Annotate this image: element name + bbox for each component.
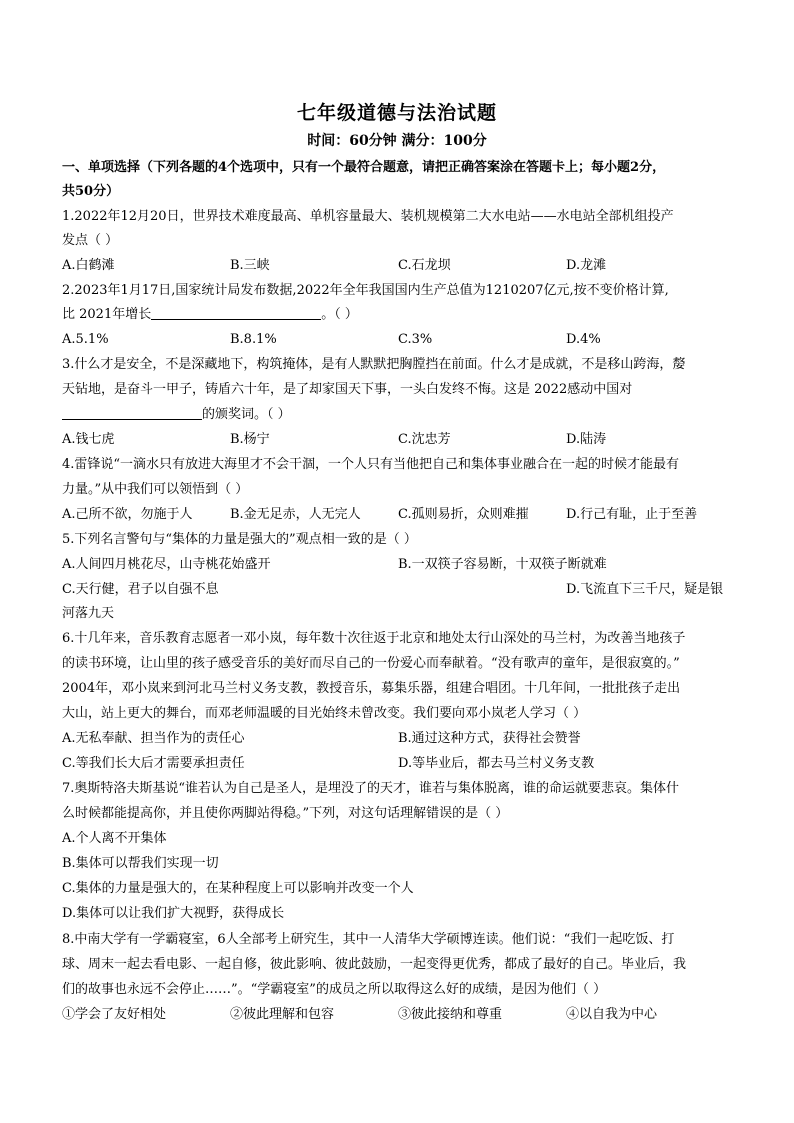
question-3-line1: 3.什么才是安全，不是深藏地下，构筑掩体，是有人默默把胸膛挡在前面。什么才是成就，不是移山跨海，嫠 — [62, 357, 686, 372]
question-6-line4: 大山，站上更大的舞台，而邓老师温暖的目光始终未曾改变。我们要向邓小岚老人学习（ ） — [62, 706, 587, 721]
question-4-option-b: B.金无足赤，人无完人 — [230, 507, 361, 522]
question-2-line2-text: 比 2021年增长 — [62, 307, 152, 322]
question-7-option-d: D.集体可以让我们扩大视野，获得成长 — [62, 906, 285, 921]
question-7-option-b: B.集体可以帮我们实现一切 — [62, 856, 219, 871]
question-3-line2: 天钻地，是奋斗一甲子，铸盾六十年，是了却家国天下事，一头白发终不悔。这是 2022感动中国对 — [62, 382, 633, 397]
question-4-option-d: D.行己有耻，止于至善 — [566, 507, 698, 522]
question-5-option-a: A.人间四月桃花尽，山寺桃花始盛开 — [62, 557, 271, 572]
question-8-line3: 们的故事也永远不会停止……”。“学霸寝室”的成员之所以取得这么好的成绩，是因为他们（ ） — [62, 982, 607, 997]
exam-title: 七年级道德与法治试题 — [296, 102, 497, 124]
question-4-line1: 4.雷锋说“一滴水只有放进大海里才不会干涸，一个人只有当他把自己和集体事业融合在一起的时候才能最有 — [62, 457, 680, 472]
question-6-option-b: B.通过这种方式，获得社会赞誉 — [398, 731, 581, 746]
question-2-option-b: B.8.1% — [230, 332, 277, 347]
question-8-option-4: ④以自我为中心 — [566, 1007, 658, 1022]
question-5-line1: 5.下列名言警句与“集体的力量是强大的”观点相一致的是（ ） — [62, 532, 417, 547]
answer-blank — [62, 405, 202, 420]
question-5-option-d-continued: 河落九天 — [62, 606, 115, 621]
question-3-option-c: C.沈忠芳 — [398, 432, 451, 447]
question-5-option-d: D.飞流直下三千尺，疑是银 — [566, 582, 724, 597]
question-4-line2: 力量。”从中我们可以领悟到（ ） — [62, 482, 249, 497]
question-5-option-c: C.天行健，君子以自强不息 — [62, 582, 219, 597]
question-6-option-a: A.无私奉献、担当作为的责任心 — [62, 731, 245, 746]
question-8-option-2: ②彼此理解和包容 — [230, 1007, 335, 1022]
question-7-line2: 么时候都能提高你，并且使你两脚站得稳。”下列，对这句话理解错误的是（ ） — [62, 806, 509, 821]
question-6-line3: 2004年，邓小岚来到河北马兰村义务支教，教授音乐，募集乐器，组建合唱团。十几年间，一批批孩子走出 — [62, 681, 681, 696]
question-8-option-3: ③彼此接纳和尊重 — [398, 1007, 503, 1022]
exam-subtitle: 时间：60分钟 满分：100分 — [307, 133, 487, 149]
section-heading-line1: 一、单项选择（下列各题的4个选项中，只有一个最符合题意，请把正确答案涂在答题卡上；每小题2分， — [62, 160, 666, 175]
question-3-option-b: B.杨宁 — [230, 432, 270, 447]
question-3-option-d: D.陆涛 — [566, 432, 607, 447]
question-2-option-a: A.5.1% — [62, 332, 109, 347]
question-6-option-d: D.等毕业后，都去马兰村义务支教 — [398, 756, 595, 771]
question-7-option-c: C.集体的力量是强大的，在某种程度上可以影响并改变一个人 — [62, 881, 414, 896]
question-1-option-b: B.三峡 — [230, 258, 270, 273]
question-6-option-c: C.等我们长大后才需要承担责任 — [62, 756, 245, 771]
question-2-line2 — [62, 305, 732, 325]
question-8-option-1: ①学会了友好相处 — [62, 1007, 167, 1022]
question-3-line3-text: 的颁奖词。（ ） — [202, 407, 291, 422]
question-1-line2: 发点（ ） — [62, 233, 119, 248]
question-6-line2: 的读书环境，让山里的孩子感受音乐的美好而尽自己的一份爱心而奉献着。“没有歌声的童年，是很寂寞的。” — [62, 656, 680, 671]
question-8-line1: 8.中南大学有一学霸寝室，6人全部考上研究生，其中一人清华大学硕博连读。他们说：“我们一起吃饭、打 — [62, 932, 675, 947]
section-heading-line2: 共50分） — [62, 184, 120, 199]
question-2-option-c: C.3% — [398, 332, 433, 347]
question-1-option-d: D.龙滩 — [566, 258, 607, 273]
question-2-line1: 2.2023年1月17日,国家统计局发布数据,2022年全年我国国内生产总值为1210207亿元,按不变价格计算, — [62, 283, 669, 298]
question-8-line2: 球、周末一起去看电影、一起自修，彼此影响、彼此鼓励，一起变得更优秀，都成了最好的自己。毕业后，我 — [62, 957, 687, 972]
question-7-option-a: A.个人离不开集体 — [62, 831, 167, 846]
question-5-option-b: B.一双筷子容易断，十双筷子断就难 — [398, 557, 607, 572]
question-4-option-a: A.己所不欲，勿施于人 — [62, 507, 193, 522]
question-1-line1: 1.2022年12月20日，世界技术难度最高、单机容量最大、装机规模第二大水电站——水电站全部机组投产 — [62, 209, 674, 224]
question-3-line3 — [62, 405, 732, 425]
question-1-option-a: A.白鹤滩 — [62, 258, 115, 273]
question-6-line1: 6.十几年来，音乐教育志愿者一邓小岚，每年数十次往返于北京和地处太行山深处的马兰村，为改善当地孩子 — [62, 631, 686, 646]
question-2-option-d: D.4% — [566, 332, 601, 347]
question-1-option-c: C.石龙坝 — [398, 258, 451, 273]
question-7-line1: 7.奥斯特洛夫斯基说“谁若认为自己是圣人，是埋没了的天才，谁若与集体脱离，谁的命运就要悲哀。集体什 — [62, 781, 680, 796]
question-4-option-c: C.孤则易折，众则难摧 — [398, 507, 529, 522]
question-3-option-a: A.钱七虎 — [62, 432, 115, 447]
question-2-line2-tail: 。（ ） — [321, 307, 358, 322]
answer-blank — [151, 305, 321, 320]
